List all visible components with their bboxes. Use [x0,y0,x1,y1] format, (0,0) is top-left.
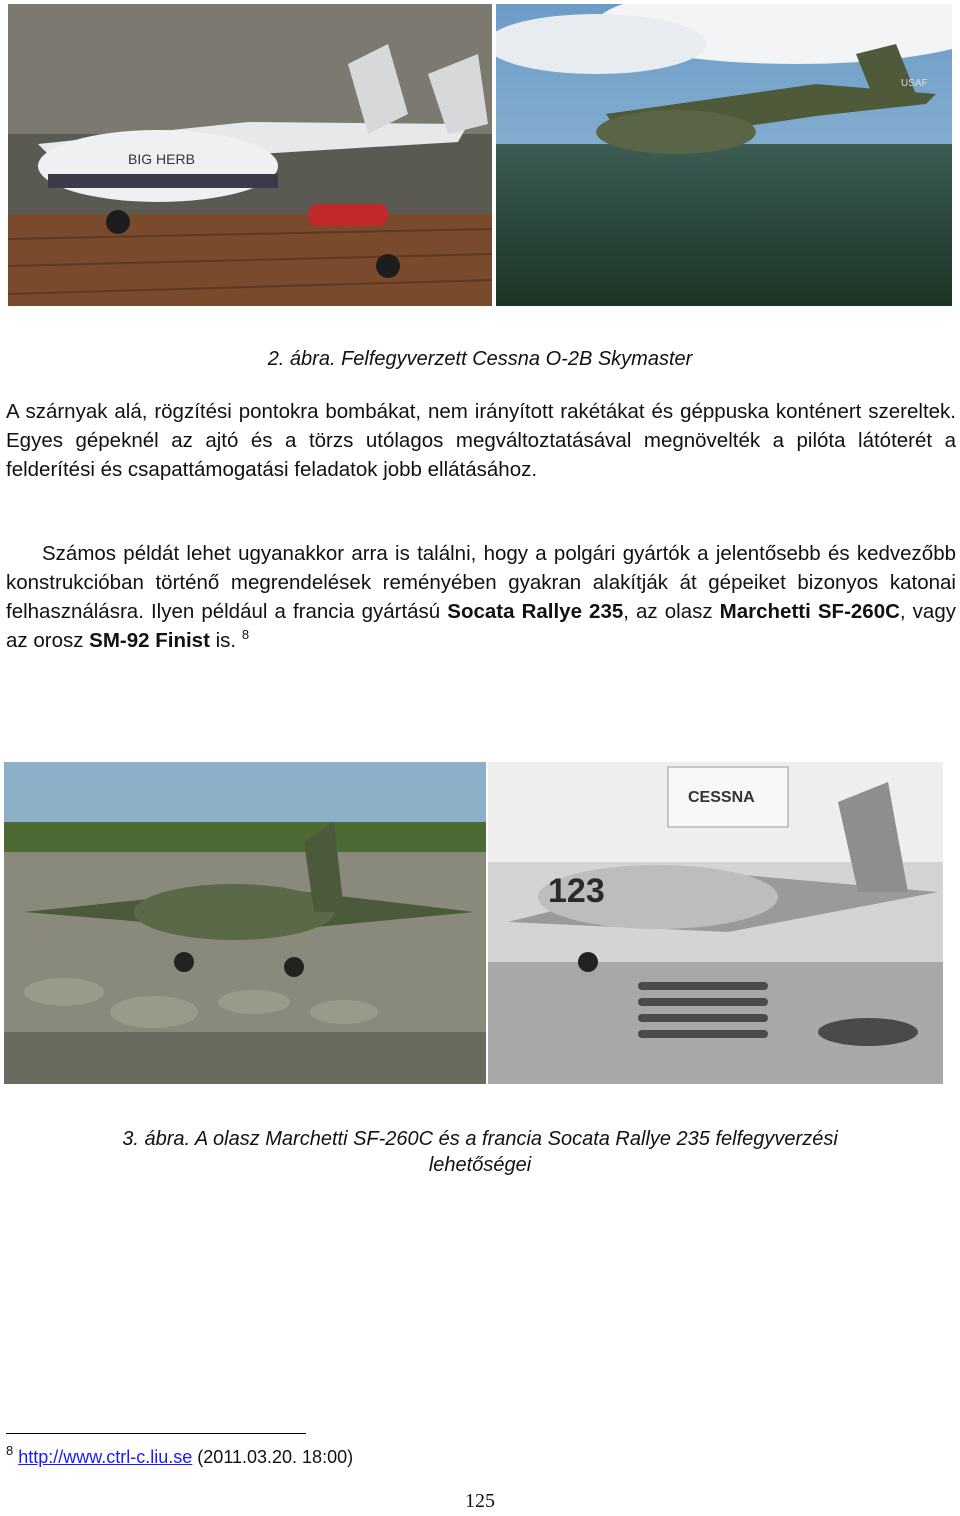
paragraph-2 [6,539,956,655]
figure3-caption-line1: 3. ábra. A olasz Marchetti SF-260C és a francia Socata Rallye 235 felfegyverzési [122,1128,838,1150]
paragraph-2-part3: , vagy az orosz [6,600,956,652]
socata-rallye-name: Socata Rallye 235 [447,600,624,623]
cessna-sign: CESSNA [688,789,755,806]
footnote-reference[interactable]: 8 [241,627,250,642]
footnote-link[interactable]: http://www.ctrl-c.liu.se [18,1447,193,1467]
figure2-caption: 2. ábra. Felfegyverzett Cessna O-2B Skymaster [267,348,693,370]
sm92-finist-name: SM-92 Finist [89,629,210,652]
footnote-date: (2011.03.20. 18:00) [192,1447,354,1467]
paragraph-2-part2: , az olasz [623,600,720,623]
aircraft-number: 123 [548,872,605,910]
footnote-divider [6,1433,306,1434]
figure3-caption [0,1126,960,1178]
paragraph-2-part4: is. [209,629,237,652]
photo-marchetti-armament [4,762,486,1084]
aircraft-name-label: BIG HERB [128,151,195,167]
photo-cessna-flight [496,4,952,306]
photo-cessna-museum [8,4,492,306]
marchetti-name: Marchetti SF-260C [719,600,900,623]
paragraph-2-part1: Számos példát lehet ugyanakkor arra is találni, hogy a polgári gyártók a jelentősebb és kedvezőbb konstrukcióban történő megrendelések reményében gyakran alakítják át gépeiket bizonyos katonai felhasználásra. Ilyen például a francia gyártású [6,542,956,623]
paragraph-1 [6,397,956,484]
paragraph-1-text: A szárnyak alá, rögzítési pontokra bombákat, nem irányított rakétákat és géppuska konténert szereltek. Egyes gépeknél az ajtó és a törzs utólagos megváltoztatásával megnövelték a pilóta látóterét a felderítési és csapattámogatási feladatok jobb ellátásához. [6,400,956,481]
page-number: 125 [465,1490,495,1512]
footnote-number: 8 [6,1443,14,1458]
figure3-caption-line2: lehetőségei [428,1154,532,1176]
footnote [6,1443,354,1468]
usaf-marking: USAF [901,78,928,89]
photo-socata-armament [488,762,943,1084]
